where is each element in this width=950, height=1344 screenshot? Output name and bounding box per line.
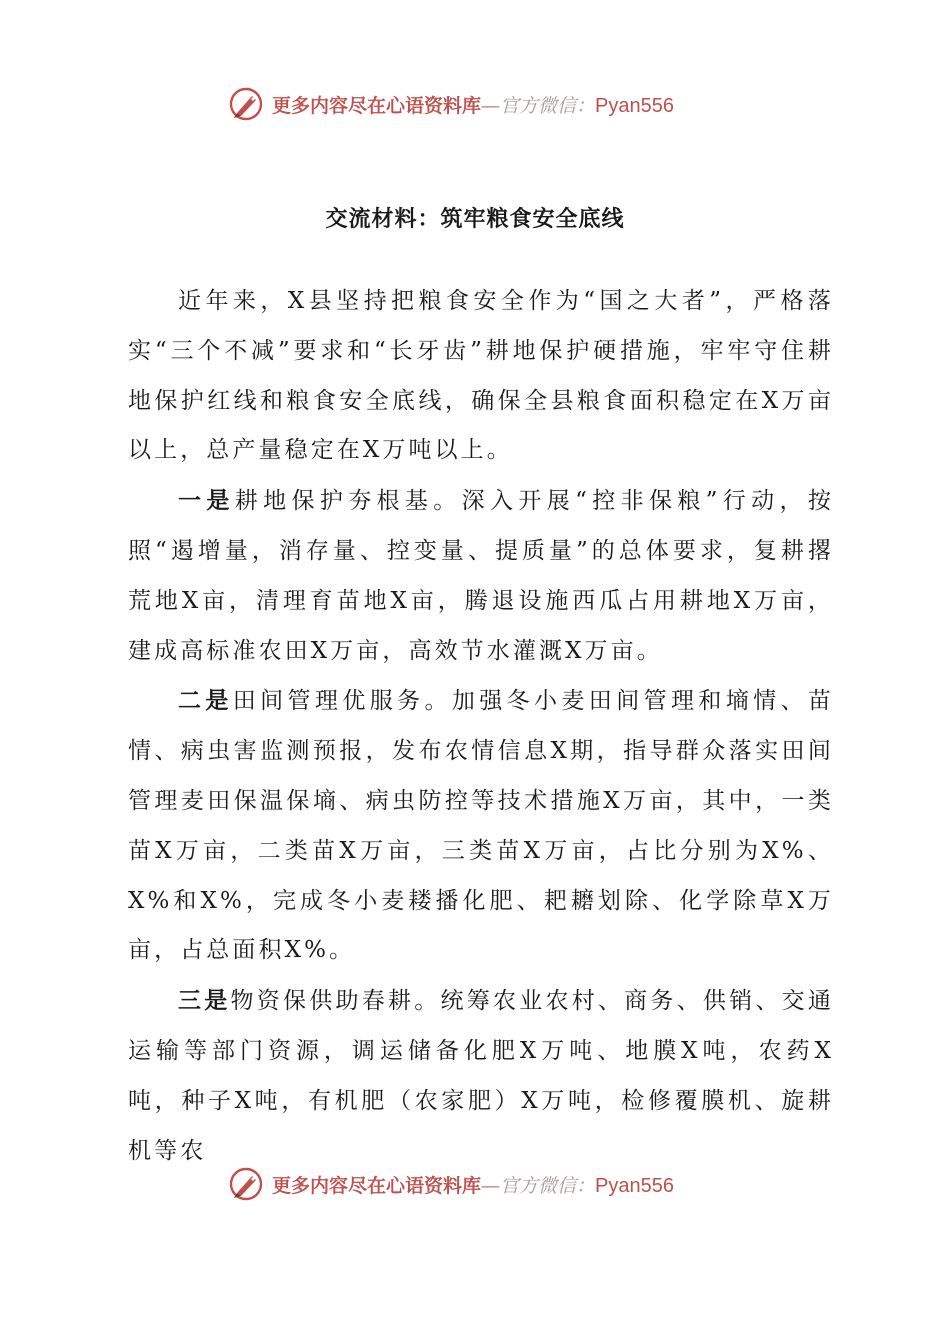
- footer-watermark-banner: [228, 1162, 674, 1206]
- banner-text: 更多内容尽在心语资料库—官方微信：Pyan556: [272, 1174, 674, 1197]
- paragraph-point-1: 一是耕地保护夯根基。深入开展“控非保粮”行动，按照“遏增量，消存量、控变量、提质量”的总体要求，复耕撂荒地X亩，清理育苗地X亩，腾退设施西瓜占用耕地X万亩，建成高标准农田X万亩，高效节水灌溉X万亩。: [128, 487, 835, 664]
- document-body: [128, 276, 834, 1176]
- paragraph-point-2: 二是田间管理优服务。加强冬小麦田间管理和墒情、苗情、病虫害监测预报，发布农情信息X期，指导群众落实田间管理麦田保温保墒、病虫防控等技术措施X万亩，其中，一类苗X万亩，二类苗X万亩，三类苗X万亩，占比分别为X%、X%和X%，完成冬小麦耧播化肥、耙耱划除、化学除草X万亩，占总面积X%。: [128, 687, 835, 964]
- document-title: 交流材料：筑牢粮食安全底线: [325, 206, 625, 232]
- header-watermark-banner: [228, 82, 674, 126]
- pen-logo-icon: [228, 1166, 264, 1202]
- paragraph-intro: 近年来，X县坚持把粮食安全作为“国之大者”，严格落实“三个不减”要求和“长牙齿”耕地保护硬措施，牢牢守住耕地保护红线和粮食安全底线，确保全县粮食面积稳定在X万亩以上，总产量稳定在X万吨以上。: [128, 288, 834, 464]
- paragraph-point-3: 三是物资保供助春耕。统筹农业农村、商务、供销、交通运输等部门资源，调运储备化肥X万吨、地膜X吨，农药X吨，种子X吨，有机肥（农家肥）X万吨，检修覆膜机、旋耕机等农: [128, 987, 834, 1164]
- banner-text: 更多内容尽在心语资料库—官方微信：Pyan556: [272, 94, 674, 117]
- pen-logo-icon: [228, 86, 264, 122]
